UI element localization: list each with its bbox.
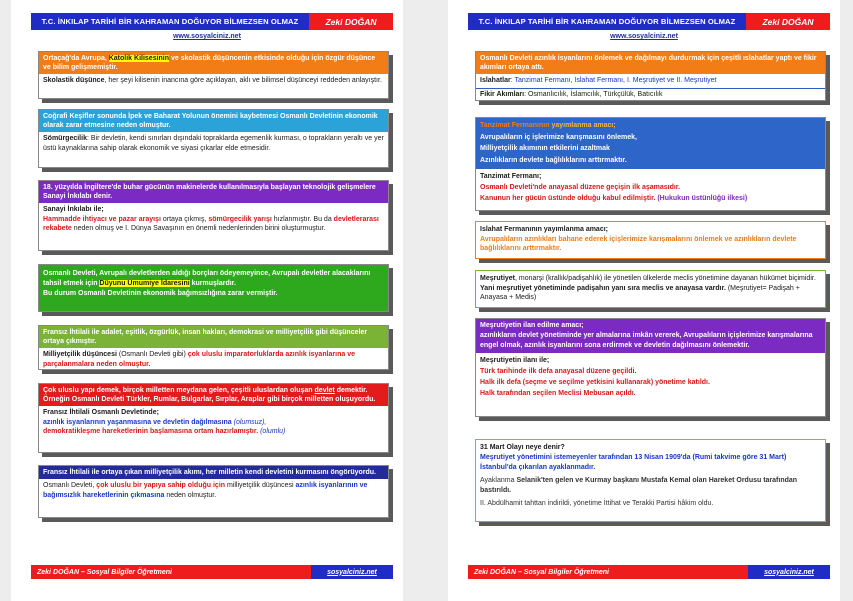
website-link[interactable]: www.sosyalciniz.net bbox=[173, 33, 241, 40]
card-heading: Osmanlı Devleti azınlık isyanlarını önlemek ve dağılmayı durdurmak için çeşitli ıslahatlar yaptı ve fikir akımları ortaya attı. bbox=[476, 52, 825, 74]
card-duyunu-umumiye bbox=[38, 264, 389, 312]
card-islahat-fermani bbox=[475, 221, 826, 259]
footer-author: Zeki DOĞAN – Sosyal Bilgiler Öğretmeni bbox=[31, 565, 311, 579]
card-heading: Osmanlı Devleti, Avrupalı devletlerden aldığı borçları ödeyemeyince, Avrupalı devletler alacaklarını tahsil etmek için Düyunu Umumiye İdaresini kurmuşlardır. Bu durum Osmanlı Devletinin ekonomik bağımsızlığına zarar vermiştir. bbox=[43, 270, 371, 297]
card-cografi-kesifler bbox=[38, 109, 389, 168]
website-link[interactable]: www.sosyalciniz.net bbox=[610, 33, 678, 40]
page-header bbox=[31, 13, 393, 30]
footer-website[interactable]: sosyalciniz.net bbox=[311, 565, 393, 579]
card-heading: Tanzimat Fermanının yayımlanma amacı; Avrupalıların iç işlerimize karışmasını önlemek, Milliyetçilik akımının etkilerini azaltmak Azınlıkların devlete bağlılıklarını arttırmaktır. bbox=[476, 118, 825, 169]
card-body: Sanayi İnkılabı ile; Hammadde ihtiyacı ve pazar arayışı ortaya çıkmış, sömürgecilik yarışı hızlanmıştır. Bu da devletlerarası rekabete neden olmuş ve I. Dünya Savaşının en önemli nedenlerinden birini oluşturmuştur. bbox=[43, 206, 379, 232]
footer-author: Zeki DOĞAN – Sosyal Bilgiler Öğretmeni bbox=[468, 565, 748, 579]
card-mesrutiyet-ilani bbox=[475, 318, 826, 417]
islahatlar-line: Islahatlar: Tanzimat Fermanı, Islahat Fermanı, I. Meşrutiyet ve II. Meşrutiyet bbox=[476, 74, 825, 89]
ayaklanma-text: Ayaklanma Selanik'ten gelen ve Kurmay başkanı Mustafa Kemal olan Hareket Ordusu tarafından bastırıldı. bbox=[480, 477, 798, 494]
card-heading: 18. yüzyılda İngiltere'de buhar gücünün makinelerde kullanılmasıyla başlayan teknolojik gelişmelere Sanayi İnkılabı denir. bbox=[39, 181, 388, 203]
card-heading: Çok uluslu yapı demek, birçok milletten meydana gelen, çeşitli uluslardan oluşan devlet demektir. Örneğin Osmanlı Devleti Türkler, Rumlar, Bulgarlar, Sırplar, Araplar gibi birçok milletten oluşuyordu. bbox=[39, 384, 388, 406]
page-footer bbox=[31, 565, 393, 579]
card-body: 31 Mart Olayı neye denir? Meşrutiyet yönetimini istemeyenler tarafından 13 Nisan 1909'da (Rumi takvime göre 31 Mart) İstanbul'da çıkarılan ayaklanmadır. Ayaklanma Selanik'ten gelen ve Kurmay başkanı Mustafa Kemal olan Hareket Ordusu tarafından bastırıldı. II. Abdülhamit tahttan indirildi, yönetime İttihat ve Terakki Partisi hâkim oldu. bbox=[476, 440, 825, 511]
card-islahatlar bbox=[475, 51, 826, 101]
card-body: Islahat Fermanının yayımlanma amacı; Avrupalıların azınlıkları bahane ederek içişlerimize karışmalarını önlemek ve azınlıkların devlete bağlılıklarını arttırmaktır. bbox=[480, 226, 797, 252]
card-body: Milliyetçilik düşüncesi (Osmanlı Devleti gibi) çok uluslu imparatorluklarda azınlık isyanlarına ve parçalanmalara neden olmuştur. bbox=[43, 351, 356, 368]
card-body: Fransız İhtilali Osmanlı Devletinde; azınlık isyanlarının yaşanmasına ve devletin dağılmasına (olumsuz), demokratikleşme hareketlerinin başlamasına ortam hazırlamıştır. (olumlu) bbox=[43, 409, 286, 435]
card-heading: Ortaçağ'da Avrupa, Katolik Kilisesinin ve skolastik düşüncenin etkisinde olduğu için özgür düşünce ve bilim gelişmemiştir. bbox=[39, 52, 388, 74]
header-title: T.C. İNKILAP TARİHİ BİR KAHRAMAN DOĞUYOR BİLMEZSEN OLMAZ bbox=[31, 13, 309, 30]
page-footer bbox=[468, 565, 830, 579]
fikir-akimlari-line: Fikir Akımları: Osmanlıcılık, İslamcılık, Türkçülük, Batıcılık bbox=[480, 90, 663, 98]
card-heading: Fransız İhtilali ile ortaya çıkan milliyetçilik akımı, her milletin kendi devletini kurmasını öngörüyordu. bbox=[39, 466, 388, 479]
left-page bbox=[11, 0, 403, 601]
card-heading: Meşrutiyetin ilan edilme amacı; azınlıkların devlet yönetiminde yer almalarına imkân vererek, Avrupalıların içişlerimize karışmalarına engel olmak, azınlık isyanlarını sona erdirmek ve devletin dağılmasını önlemektir. bbox=[476, 319, 825, 353]
card-heading: Coğrafi Keşifler sonunda İpek ve Baharat Yolunun önemini kaybetmesi Osmanlı Devletinin ekonomik olarak zarar etmesine neden olmuştur. bbox=[39, 110, 388, 132]
card-fransiz-ihtilali bbox=[38, 325, 389, 370]
header-title: T.C. İNKILAP TARİHİ BİR KAHRAMAN DOĞUYOR BİLMEZSEN OLMAZ bbox=[468, 13, 746, 30]
card-cok-uluslu-yapi bbox=[38, 383, 389, 453]
card-body: Tanzimat Fermanı; Osmanlı Devleti'nde anayasal düzene geçişin ilk aşamasıdır. Kanunun her gücün üstünde olduğu kabul edilmiştir. (Hukukun üstünlüğü ilkesi) bbox=[480, 173, 748, 202]
card-body: Osmanlı Devleti, çok uluslu bir yapıya sahip olduğu için milliyetçilik düşüncesi azınlık isyanlarının ve bağımsızlık hareketlerinin çıkmasına neden olmuştur. bbox=[43, 482, 368, 499]
abdulhamit-text: II. Abdülhamit tahttan indirildi, yönetime İttihat ve Terakki Partisi hâkim oldu. bbox=[480, 500, 714, 507]
card-31-mart-olayi bbox=[475, 439, 826, 522]
header-author: Zeki DOĞAN bbox=[309, 13, 393, 30]
card-body: Meşrutiyetin ilanı ile; Türk tarihinde ilk defa anayasal düzene geçildi. Halk ilk defa (seçme ve seçilme yetkisini kullanarak) yönetime katıldı. Halk tarafından seçilen Meclisi Mebusan açıldı. bbox=[480, 357, 710, 397]
page-header bbox=[468, 13, 830, 30]
card-sanayi-inkilabi bbox=[38, 180, 389, 251]
card-mesrutiyet bbox=[475, 270, 826, 308]
footer-website[interactable]: sosyalciniz.net bbox=[748, 565, 830, 579]
card-body: Skolastik düşünce, her şeyi kilisenin inancına göre açıklayan, aklı ve bilimsel düşünceyi reddeden anlayıştır. bbox=[43, 77, 382, 84]
card-body: Sömürgecilik: Bir devletin, kendi sınırları dışındaki topraklarda egemenlik kurması, o toprakların yeraltı ve yer üstü kaynaklarına sahip olarak ekonomik ve siyasi çıkarlar elde etmesidir. bbox=[43, 135, 384, 152]
card-tanzimat-fermani bbox=[475, 117, 826, 211]
card-milliyetcilik bbox=[38, 465, 389, 518]
card-ortacag bbox=[38, 51, 389, 99]
right-page bbox=[448, 0, 840, 601]
header-author: Zeki DOĞAN bbox=[746, 13, 830, 30]
card-body: Meşrutiyet, monarşi (krallık/padişahlık) ile yönetilen ülkelerde meclis yönetimine dayanan hükümet biçimidir. Yani meşrutiyet yönetiminde padişahın yanı sıra meclis ve anayasa vardır. (Meşrutiyet= Padişah + Anayasa + Medis) bbox=[480, 275, 816, 301]
card-heading: Fransız İhtilali ile adalet, eşitlik, özgürlük, insan hakları, demokrasi ve milliyetçilik gibi düşünceler ortaya çıkmıştır. bbox=[39, 326, 388, 348]
